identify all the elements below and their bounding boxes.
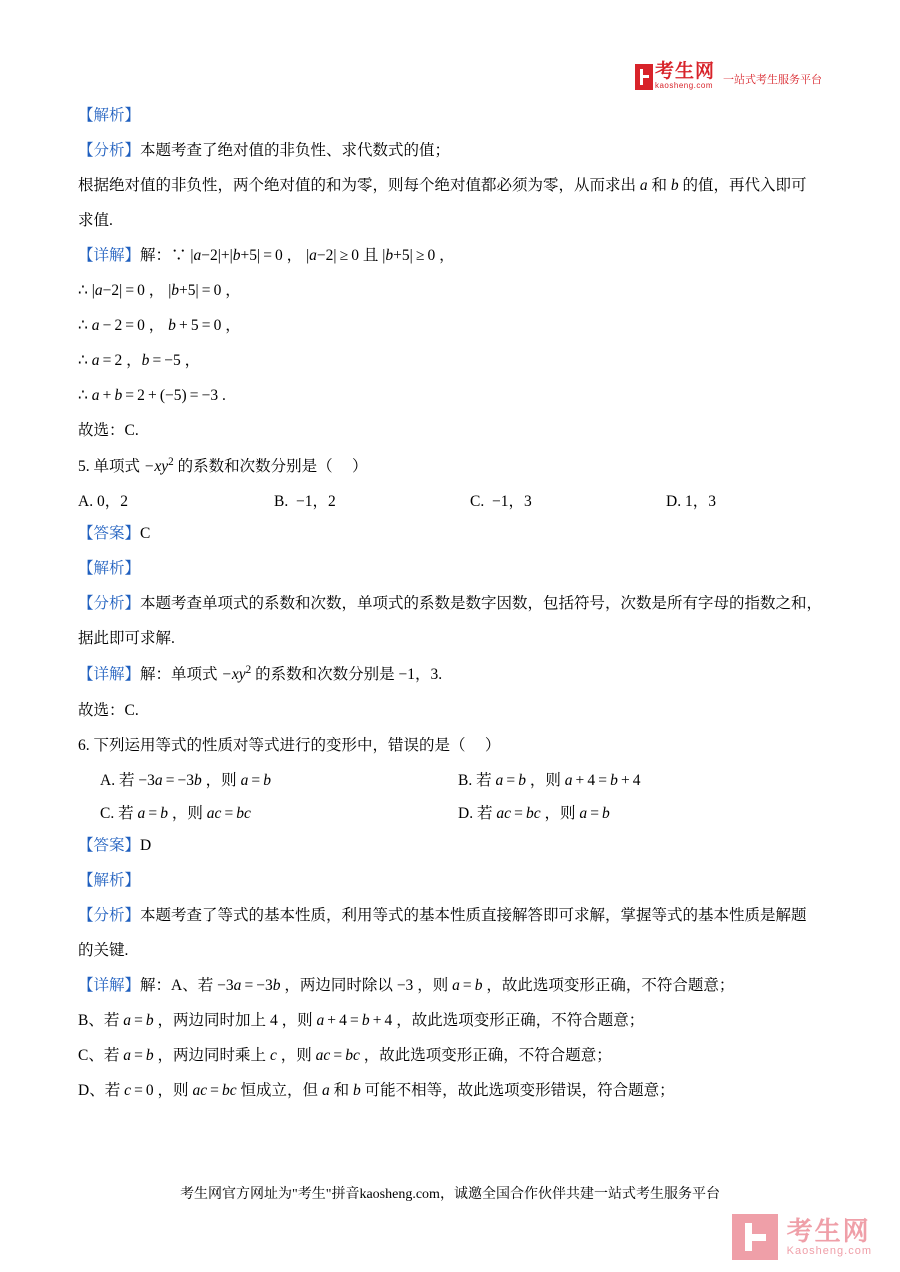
question-6-fenxi-line-2: 的关键. [78,941,129,959]
question-5-conclusion: 故选：C. [78,701,139,719]
solution-step-4: ∴ a + b = 2 + (−5) = −3 . [78,387,226,405]
watermark-title: 考生网 [786,1215,871,1246]
question-5-answer: 【答案】C [78,525,151,543]
option-d[interactable]: D. 1，3 [666,493,716,511]
question-6-xiangjie-d: D、若 c = 0 ，则 ac = bc 恒成立，但 a 和 b 可能不相等，故此选项变形错误，符合题意； [78,1081,675,1099]
question-6-stem: 6. 下列运用等式的性质对等式进行的变形中，错误的是（ ） [78,736,501,754]
watermark [732,1214,872,1260]
fenxi-continuation-line-1: 根据绝对值的非负性，两个绝对值的和为零，则每个绝对值都必须为零，从而求出 a 和 b 的值，再代入即可 [78,177,807,195]
question-6-answer: 【答案】D [78,836,152,854]
question-5-xiangjie: 【详解】解：单项式 $-xy^2$ 的系数和次数分别是 −1，3. [78,664,443,684]
question-6-options-row-1 [78,768,826,790]
question-6-analysis-tag: 【解析】 [78,871,141,889]
page-footer: 考生网官方网址为"考生"拼音kaosheng.com，诚邀全国合作伙伴共建一站式考生服务平台 [180,1187,720,1202]
option-d[interactable]: D. 若 ac = bc ，则 a = b [458,804,610,822]
xiangjie-line: 【详解】解：∵ |a−2|+|b+5| = 0 ， |a−2| ≥ 0 且 |b+5| ≥ 0 ， [78,247,455,265]
question-6-xiangjie-a: 【详解】解：A、若 −3a = −3b ，两边同时除以 −3 ，则 a = b ，故此选项变形正确，不符合题意； [78,976,735,994]
logo-subtitle: kaosheng.com [654,80,714,90]
logo-mark-icon [635,62,715,90]
option-a[interactable]: A. 若 −3a = −3b ，则 a = b [100,771,272,789]
fenxi-continuation-line-2: 求值. [78,212,113,230]
logo-title: 考生网 [654,61,715,82]
watermark-subtitle: Kaosheng.com [786,1245,872,1258]
question-5-stem: 5. 单项式 $-xy^2$ 的系数和次数分别是（ ） [78,456,368,476]
question-5-analysis-tag: 【解析】 [78,560,141,578]
question-5-options [78,489,826,511]
conclusion-line: 故选：C. [78,422,139,440]
solution-step-1: ∴ |a−2| = 0 ， |b+5| = 0 ， [78,282,241,300]
logo-slogan: 一站式考生服务平台 [723,74,822,87]
fenxi-line: 【分析】本题考查了绝对值的非负性、求代数式的值； [78,142,451,160]
footer-url[interactable]: kaosheng.com [359,1187,440,1202]
question-5-fenxi-line-2: 据此即可求解. [78,630,175,648]
watermark-logo-icon [732,1214,778,1260]
option-b[interactable]: B. −1，2 [274,493,336,511]
solution-step-3: ∴ a = 2 ，b = −5 ， [78,352,201,370]
option-b[interactable]: B. 若 a = b ，则 a + 4 = b + 4 [458,771,641,789]
analysis-tag: 【解析】 [78,107,141,124]
question-6-options-row-2 [78,801,826,823]
option-c[interactable]: C. 若 a = b ，则 ac = bc [100,804,251,822]
question-6-fenxi-line-1: 【分析】本题考查了等式的基本性质，利用等式的基本性质直接解答即可求解，掌握等式的基本性质是解题 [78,906,807,924]
solution-step-2: ∴ a − 2 = 0 ， b + 5 = 0 ， [78,317,241,335]
question-6-xiangjie-b: B、若 a = b ，两边同时加上 4 ，则 a + 4 = b + 4 ，故此选项变形正确，不符合题意； [78,1011,645,1029]
document-content [78,104,826,1114]
option-c[interactable]: C. −1，3 [470,493,532,511]
option-a[interactable]: A. 0，2 [78,493,128,511]
question-6-xiangjie-c: C、若 a = b ，两边同时乘上 c ，则 ac = bc ，故此选项变形正确，不符合题意； [78,1046,612,1064]
site-logo [635,62,822,90]
question-5-fenxi-line-1: 【分析】本题考查单项式的系数和次数，单项式的系数是数字因数，包括符号，次数是所有字母的指数之和， [78,595,823,613]
